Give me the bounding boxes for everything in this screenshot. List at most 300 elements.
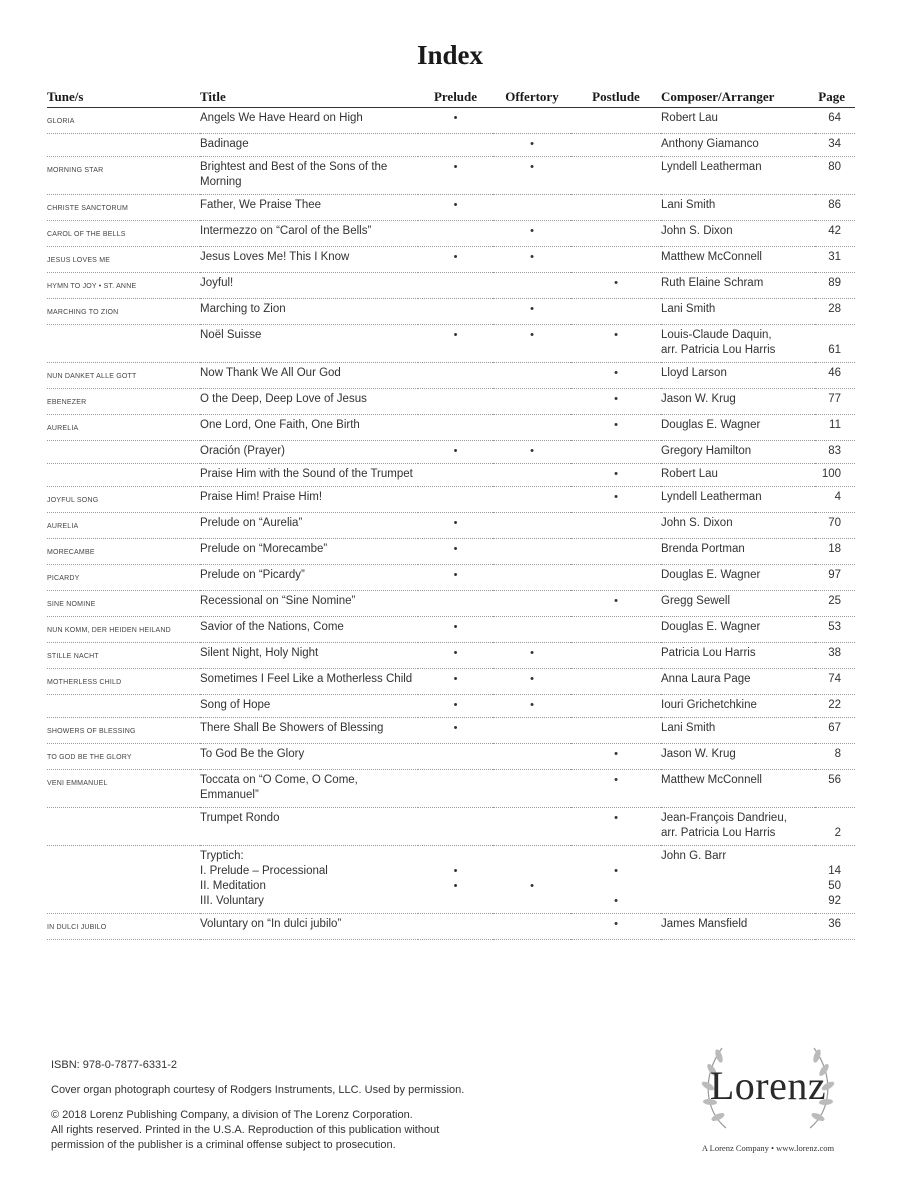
page-cell (815, 389, 855, 415)
title-cell (200, 643, 418, 669)
composer-cell (661, 464, 815, 487)
prelude-mark (418, 273, 493, 299)
title-line: Song of Hope (200, 699, 271, 711)
composer-cell (661, 591, 815, 617)
composer-line: Patricia Lou Harris (661, 647, 756, 659)
prelude-mark: • (418, 441, 493, 464)
table-row (47, 565, 855, 591)
page-number: 100 (821, 468, 841, 480)
prelude-mark-line (418, 894, 493, 909)
page-number: 46 (828, 367, 841, 379)
prelude-mark (418, 808, 493, 846)
table-row (47, 441, 855, 464)
composer-cell (661, 744, 815, 770)
page-cell (815, 846, 855, 914)
composer-cell (661, 389, 815, 415)
table-row (47, 363, 855, 389)
page-cell (815, 221, 855, 247)
title-cell (200, 695, 418, 718)
tune-cell (47, 695, 200, 718)
title-line: II. Meditation (200, 880, 266, 892)
postlude-mark (571, 669, 661, 695)
copyright-line: permission of the publisher is a criminal offense subject to prosecution. (51, 1139, 396, 1151)
tune-cell: IN DULCI JUBILO (47, 914, 200, 940)
table-row (47, 591, 855, 617)
table-row (47, 415, 855, 441)
composer-line: Anna Laura Page (661, 673, 751, 685)
page-cell (815, 744, 855, 770)
title-line: Brightest and Best of the Sons of the Morning (200, 161, 388, 188)
postlude-mark: • (571, 487, 661, 513)
offertory-mark: • (493, 299, 571, 325)
title-cell (200, 718, 418, 744)
table-row (47, 134, 855, 157)
title-line: Joyful! (200, 277, 234, 289)
page-number: 2 (834, 827, 841, 839)
composer-line: Louis-Claude Daquin, (661, 329, 772, 341)
composer-line: Gregory Hamilton (661, 445, 752, 457)
postlude-mark: • (571, 363, 661, 389)
page-cell (815, 325, 855, 363)
page-cell (815, 441, 855, 464)
composer-line: Lani Smith (661, 303, 716, 315)
composer-cell (661, 415, 815, 441)
offertory-mark (493, 464, 571, 487)
page-number (815, 811, 841, 826)
title-line: Silent Night, Holy Night (200, 647, 319, 659)
tune-cell: SHOWERS OF BLESSING (47, 718, 200, 744)
offertory-mark: • (493, 221, 571, 247)
tune-cell: JOYFUL SONG (47, 487, 200, 513)
composer-line: Jean-François Dandrieu, (661, 812, 787, 824)
title-cell (200, 389, 418, 415)
page-number: 74 (828, 673, 841, 685)
composer-cell (661, 487, 815, 513)
postlude-mark (571, 539, 661, 565)
tune-cell (47, 134, 200, 157)
postlude-mark (571, 299, 661, 325)
tune-cell: HYMN TO JOY • ST. ANNE (47, 273, 200, 299)
page-cell (815, 247, 855, 273)
offertory-mark: • (493, 325, 571, 363)
title-cell (200, 195, 418, 221)
page-number: 97 (828, 569, 841, 581)
composer-line: Lyndell Leatherman (661, 491, 762, 503)
offertory-mark (493, 415, 571, 441)
tune-cell (47, 441, 200, 464)
page-cell (815, 513, 855, 539)
prelude-mark (418, 363, 493, 389)
tune-cell: VENI EMMANUEL (47, 770, 200, 808)
table-row (47, 389, 855, 415)
title-line: Tryptich: (200, 850, 244, 862)
composer-cell (661, 157, 815, 195)
composer-cell (661, 914, 815, 940)
composer-line: Lloyd Larson (661, 367, 727, 379)
composer-line: Anthony Giamanco (661, 138, 759, 150)
table-body (47, 108, 855, 940)
title-line: Voluntary on “In dulci jubilo” (200, 918, 342, 930)
title-line: Praise Him! Praise Him! (200, 491, 323, 503)
offertory-mark (493, 513, 571, 539)
composer-line: John S. Dixon (661, 517, 733, 529)
prelude-mark-line: • (453, 880, 458, 892)
page-cell (815, 617, 855, 643)
page-cell (815, 363, 855, 389)
prelude-mark: • (418, 157, 493, 195)
postlude-mark: • (571, 273, 661, 299)
postlude-mark-line: • (614, 865, 618, 877)
offertory-mark (493, 718, 571, 744)
composer-cell (661, 299, 815, 325)
table-row (47, 643, 855, 669)
tune-cell (47, 846, 200, 914)
table-row (47, 718, 855, 744)
prelude-mark (418, 744, 493, 770)
offertory-mark (493, 108, 571, 134)
page-number: 89 (828, 277, 841, 289)
title-cell (200, 157, 418, 195)
page-cell (815, 565, 855, 591)
page-cell (815, 195, 855, 221)
title-line: Angels We Have Heard on High (200, 112, 363, 124)
postlude-mark (571, 846, 661, 914)
tune-cell: PICARDY (47, 565, 200, 591)
table-row (47, 299, 855, 325)
tune-cell: MARCHING TO ZION (47, 299, 200, 325)
page-number (815, 849, 841, 864)
page-number: 18 (828, 543, 841, 555)
lorenz-logo (668, 1040, 868, 1160)
prelude-mark: • (418, 247, 493, 273)
title-line: To God Be the Glory (200, 748, 305, 760)
title-line: O the Deep, Deep Love of Jesus (200, 393, 367, 405)
table-row (47, 846, 855, 914)
title-line: One Lord, One Faith, One Birth (200, 419, 360, 431)
tune-cell: AURELIA (47, 415, 200, 441)
composer-cell (661, 539, 815, 565)
page-number: 4 (834, 491, 841, 503)
prelude-mark (418, 389, 493, 415)
page-number: 14 (828, 865, 841, 877)
table-row (47, 464, 855, 487)
composer-cell (661, 221, 815, 247)
prelude-mark: • (418, 643, 493, 669)
copyright-line: © 2018 Lorenz Publishing Company, a division of The Lorenz Corporation. (51, 1109, 413, 1121)
title-line: Jesus Loves Me! This I Know (200, 251, 350, 263)
tune-cell: NUN DANKET ALLE GOTT (47, 363, 200, 389)
prelude-mark: • (418, 513, 493, 539)
title-line: Oración (Prayer) (200, 445, 285, 457)
composer-cell (661, 669, 815, 695)
offertory-mark (493, 539, 571, 565)
offertory-mark-line (493, 894, 571, 909)
header-postlude: Postlude (571, 86, 661, 108)
prelude-mark-line: • (453, 865, 458, 877)
postlude-mark (571, 718, 661, 744)
table-row (47, 195, 855, 221)
prelude-mark: • (418, 195, 493, 221)
composer-line: John G. Barr (661, 850, 727, 862)
composer-cell (661, 195, 815, 221)
title-line: Toccata on “O Come, O Come, Emmanuel” (200, 774, 358, 801)
composer-cell (661, 617, 815, 643)
table-row (47, 695, 855, 718)
title-line: Badinage (200, 138, 249, 150)
composer-line: Brenda Portman (661, 543, 745, 555)
postlude-mark: • (571, 389, 661, 415)
offertory-mark: • (493, 247, 571, 273)
page-cell (815, 539, 855, 565)
title-cell (200, 617, 418, 643)
title-line: Recessional on “Sine Nomine” (200, 595, 356, 607)
composer-line: Lani Smith (661, 722, 716, 734)
table-row (47, 617, 855, 643)
table-row (47, 487, 855, 513)
photo-credit-text: Cover organ photograph courtesy of Rodgers Instruments, LLC. Used by permission. (51, 1084, 465, 1096)
prelude-mark (418, 299, 493, 325)
table-row (47, 669, 855, 695)
page-number: 53 (828, 621, 841, 633)
offertory-mark (493, 846, 571, 914)
postlude-mark: • (571, 770, 661, 808)
composer-cell (661, 565, 815, 591)
postlude-mark (571, 565, 661, 591)
header-tune: Tune/s (47, 86, 200, 108)
composer-line: Gregg Sewell (661, 595, 731, 607)
tune-cell: GLORIA (47, 108, 200, 134)
table-row (47, 770, 855, 808)
header-composer: Composer/Arranger (661, 86, 815, 108)
page-number: 36 (828, 918, 841, 930)
composer-line: John S. Dixon (661, 225, 733, 237)
tune-cell: SINE NOMINE (47, 591, 200, 617)
composer-line: Douglas E. Wagner (661, 569, 761, 581)
table-row (47, 108, 855, 134)
page-number: 83 (828, 445, 841, 457)
postlude-mark (571, 195, 661, 221)
page-cell (815, 157, 855, 195)
table-row (47, 539, 855, 565)
title-line: Sometimes I Feel Like a Motherless Child (200, 673, 413, 685)
postlude-mark: • (571, 808, 661, 846)
title-line: Intermezzo on “Carol of the Bells” (200, 225, 372, 237)
prelude-mark: • (418, 695, 493, 718)
composer-line: Robert Lau (661, 112, 718, 124)
page-number: 92 (828, 895, 841, 907)
title-cell (200, 325, 418, 363)
tune-cell: MORNING STAR (47, 157, 200, 195)
title-cell (200, 363, 418, 389)
offertory-mark (493, 808, 571, 846)
page-cell (815, 299, 855, 325)
offertory-mark (493, 617, 571, 643)
title-cell (200, 513, 418, 539)
title-cell (200, 108, 418, 134)
composer-cell (661, 325, 815, 363)
postlude-mark (571, 108, 661, 134)
prelude-mark (418, 846, 493, 914)
composer-line: Douglas E. Wagner (661, 419, 761, 431)
offertory-mark (493, 363, 571, 389)
tune-cell: AURELIA (47, 513, 200, 539)
postlude-mark (571, 617, 661, 643)
postlude-mark (571, 247, 661, 273)
offertory-mark (493, 273, 571, 299)
page-cell (815, 134, 855, 157)
composer-line: arr. Patricia Lou Harris (661, 827, 776, 839)
prelude-mark: • (418, 108, 493, 134)
table-row (47, 247, 855, 273)
prelude-mark: • (418, 565, 493, 591)
composer-cell (661, 273, 815, 299)
offertory-mark (493, 389, 571, 415)
page-cell (815, 643, 855, 669)
offertory-mark: • (493, 695, 571, 718)
index-table (47, 86, 855, 940)
title-line: Trumpet Rondo (200, 812, 280, 824)
composer-cell (661, 718, 815, 744)
tune-cell (47, 464, 200, 487)
prelude-mark-line (418, 849, 493, 864)
prelude-mark: • (418, 617, 493, 643)
tune-cell: JESUS LOVES ME (47, 247, 200, 273)
table-row (47, 513, 855, 539)
page-number: 77 (828, 393, 841, 405)
prelude-mark (418, 221, 493, 247)
title-line: Savior of the Nations, Come (200, 621, 344, 633)
composer-line: James Mansfield (661, 918, 748, 930)
composer-line: Lyndell Leatherman (661, 161, 762, 173)
logo-wordmark: Lorenz (709, 1063, 827, 1108)
page-number: 8 (834, 748, 841, 760)
page-number: 67 (828, 722, 841, 734)
offertory-mark-line (493, 864, 571, 879)
tune-cell: TO GOD BE THE GLORY (47, 744, 200, 770)
composer-cell (661, 363, 815, 389)
postlude-mark (571, 513, 661, 539)
table-row (47, 325, 855, 363)
title-line: There Shall Be Showers of Blessing (200, 722, 384, 734)
prelude-mark: • (418, 669, 493, 695)
postlude-mark: • (571, 464, 661, 487)
title-line: I. Prelude – Processional (200, 865, 328, 877)
table-row (47, 808, 855, 846)
offertory-mark (493, 770, 571, 808)
offertory-mark: • (493, 134, 571, 157)
title-cell (200, 464, 418, 487)
page-number: 28 (828, 303, 841, 315)
title-cell (200, 299, 418, 325)
title-cell (200, 669, 418, 695)
title-cell (200, 539, 418, 565)
composer-cell (661, 643, 815, 669)
title-cell (200, 591, 418, 617)
postlude-mark-line (571, 879, 661, 894)
header-prelude: Prelude (418, 86, 493, 108)
offertory-mark (493, 565, 571, 591)
copyright-text (51, 1108, 464, 1153)
logo-tagline: A Lorenz Company • www.lorenz.com (701, 1143, 835, 1153)
offertory-mark-line (493, 849, 571, 864)
title-line: Marching to Zion (200, 303, 286, 315)
page-cell (815, 914, 855, 940)
offertory-mark: • (493, 441, 571, 464)
postlude-mark: • (571, 325, 661, 363)
tune-cell (47, 808, 200, 846)
copyright-line: All rights reserved. Printed in the U.S.A. Reproduction of this publication without (51, 1124, 440, 1136)
prelude-mark (418, 914, 493, 940)
title-line: Prelude on “Aurelia” (200, 517, 303, 529)
tune-cell: CHRISTE SANCTORUM (47, 195, 200, 221)
title-cell (200, 221, 418, 247)
title-line: Father, We Praise Thee (200, 199, 322, 211)
page-number: 31 (828, 251, 841, 263)
page-number: 11 (829, 419, 841, 431)
prelude-mark (418, 591, 493, 617)
title-cell (200, 846, 418, 914)
composer-line: Iouri Grichetchkine (661, 699, 757, 711)
composer-cell (661, 134, 815, 157)
footer (51, 1058, 464, 1163)
prelude-mark: • (418, 718, 493, 744)
composer-cell (661, 513, 815, 539)
title-cell (200, 415, 418, 441)
composer-line: Robert Lau (661, 468, 718, 480)
prelude-mark: • (418, 539, 493, 565)
composer-line: Matthew McConnell (661, 774, 762, 786)
table-row (47, 221, 855, 247)
prelude-mark (418, 770, 493, 808)
page-number: 86 (828, 199, 841, 211)
title-cell (200, 441, 418, 464)
composer-cell (661, 846, 815, 914)
header-offertory: Offertory (493, 86, 571, 108)
tune-cell: STILLE NACHT (47, 643, 200, 669)
table-row (47, 914, 855, 940)
composer-cell (661, 441, 815, 464)
table-row (47, 157, 855, 195)
title-line: Noël Suisse (200, 329, 262, 341)
table-row (47, 744, 855, 770)
title-cell (200, 487, 418, 513)
page-number (815, 328, 841, 343)
postlude-mark (571, 643, 661, 669)
page-cell (815, 669, 855, 695)
tune-cell (47, 325, 200, 363)
prelude-mark (418, 487, 493, 513)
offertory-mark: • (493, 643, 571, 669)
offertory-mark: • (493, 157, 571, 195)
page-cell (815, 695, 855, 718)
composer-line: Ruth Elaine Schram (661, 277, 764, 289)
header-page: Page (815, 86, 855, 108)
title-cell (200, 808, 418, 846)
page-number: 34 (828, 138, 841, 150)
tune-cell: NUN KOMM, DER HEIDEN HEILAND (47, 617, 200, 643)
postlude-mark (571, 157, 661, 195)
composer-cell (661, 770, 815, 808)
prelude-mark (418, 134, 493, 157)
offertory-mark (493, 195, 571, 221)
offertory-mark (493, 591, 571, 617)
offertory-mark (493, 744, 571, 770)
page-number: 38 (828, 647, 841, 659)
postlude-mark: • (571, 914, 661, 940)
prelude-mark (418, 415, 493, 441)
page-cell (815, 591, 855, 617)
title-line: III. Voluntary (200, 895, 264, 907)
